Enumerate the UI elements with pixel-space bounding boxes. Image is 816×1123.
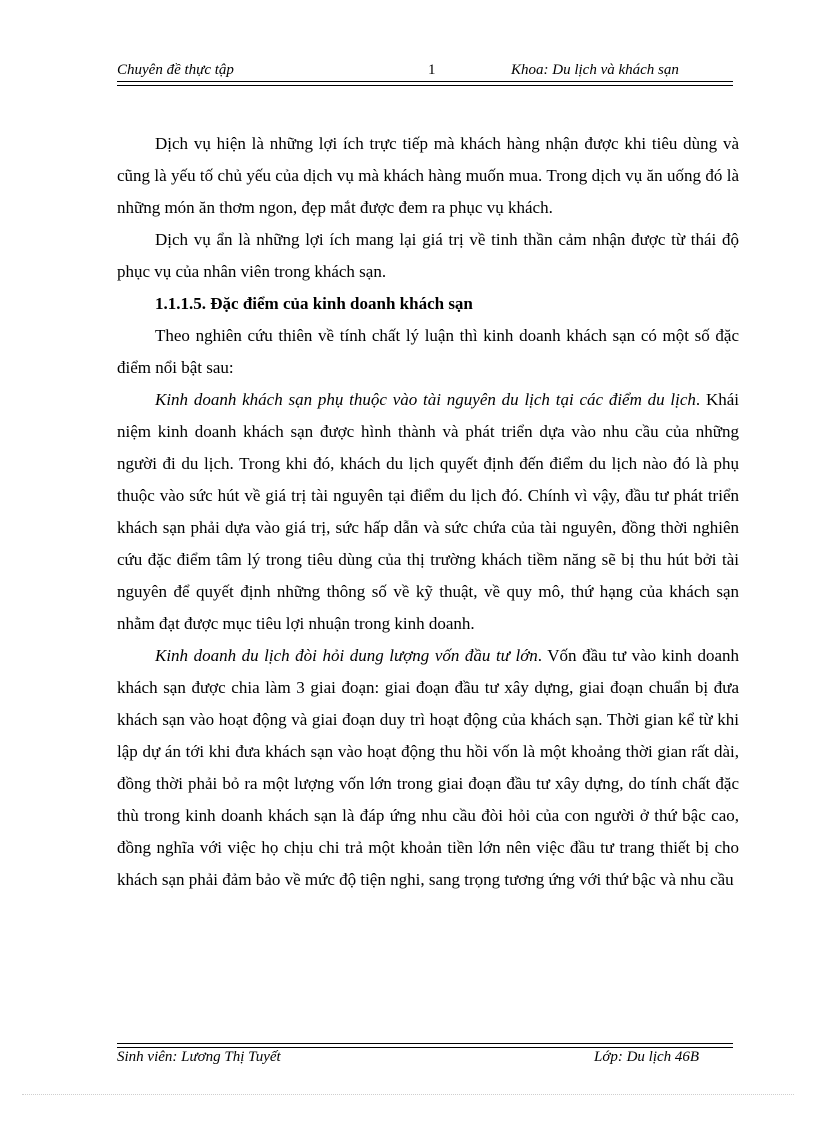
page-bottom-edge bbox=[22, 1094, 794, 1095]
section-heading: 1.1.1.5. Đặc điểm của kinh doanh khách sạn bbox=[155, 294, 473, 313]
header-rule-thin bbox=[117, 85, 733, 86]
paragraph-feature-capital bbox=[117, 640, 739, 896]
footer-rule-thin bbox=[117, 1043, 733, 1044]
feature-resources-text: . Khái niệm kinh doanh khách sạn được hình thành và phát triển dựa vào nhu cầu của những người đi du lịch. Trong khi đó, khách du lịch quyết định đến điểm du lịch nào đó là phụ thuộc vào sức hút về giá trị tài nguyên tại điểm du lịch đó. Chính vì vậy, đầu tư phát triển khách sạn phải dựa vào giá trị, sức hấp dẫn và sức chứa của tài nguyên, đồng thời nghiên cứu đặc điểm tâm lý trong tiêu dùng của thị trường khách tiềm năng sẽ bị thu hút bởi tài nguyên để quyết định những thông số về kỹ thuật, về quy mô, thứ hạng của khách sạn nhằm đạt được mục tiêu lợi nhuận trong kinh doanh. bbox=[117, 390, 739, 633]
footer-student-name: Sinh viên: Lương Thị Tuyết bbox=[117, 1049, 281, 1065]
feature-capital-text: . Vốn đầu tư vào kinh doanh khách sạn được chia làm 3 giai đoạn: giai đoạn đầu tư xây dựng, giai đoạn chuẩn bị đưa khách sạn vào hoạt động và giai đoạn duy trì hoạt động của khách sạn. Thời gian kể từ khi lập dự án tới khi đưa khách sạn vào hoạt động thu hồi vốn là một khoảng thời gian rất dài, đồng thời phải bỏ ra một lượng vốn lớn trong giai đoạn đầu tư xây dựng, do tính chất đặc thù trong kinh doanh khách sạn là đáp ứng nhu cầu đòi hỏi của con người ở thứ bậc cao, đồng nghĩa với việc họ chịu chi trả một khoản tiền lớn nên việc đầu tư trang thiết bị cho khách sạn phải đảm bảo về mức độ tiện nghi, sang trọng tương ứng với thứ bậc và nhu cầu bbox=[117, 646, 739, 889]
header-faculty: Khoa: Du lịch và khách sạn bbox=[511, 62, 679, 78]
footer-rule-thick bbox=[117, 1047, 733, 1048]
page-header bbox=[117, 60, 733, 82]
footer-class: Lớp: Du lịch 46B bbox=[594, 1049, 700, 1065]
header-page-number: 1 bbox=[428, 62, 436, 78]
paragraph-explicit-service: Dịch vụ hiện là những lợi ích trực tiếp mà khách hàng nhận được khi tiêu dùng và cũng là yếu tố chủ yếu của dịch vụ mà khách hàng muốn mua. Trong dịch vụ ăn uống đó là những món ăn thơm ngon, đẹp mắt được đem ra phục vụ khách. bbox=[117, 134, 739, 217]
feature-resources-title: Kinh doanh khách sạn phụ thuộc vào tài nguyên du lịch tại các điểm du lịch bbox=[155, 390, 696, 409]
page-footer bbox=[117, 1049, 733, 1071]
paragraph-intro-features: Theo nghiên cứu thiên về tính chất lý luận thì kinh doanh khách sạn có một số đặc điểm nổi bật sau: bbox=[117, 326, 739, 377]
header-rule-thick bbox=[117, 81, 733, 82]
paragraph-feature-resources bbox=[117, 384, 739, 640]
header-report-title: Chuyên đề thực tập bbox=[117, 62, 234, 78]
feature-capital-title: Kinh doanh du lịch đòi hỏi dung lượng vốn đầu tư lớn bbox=[155, 646, 538, 665]
page-body bbox=[117, 128, 739, 896]
paragraph-implicit-service: Dịch vụ ẩn là những lợi ích mang lại giá trị về tinh thần cảm nhận được từ thái độ phục vụ của nhân viên trong khách sạn. bbox=[117, 230, 739, 281]
